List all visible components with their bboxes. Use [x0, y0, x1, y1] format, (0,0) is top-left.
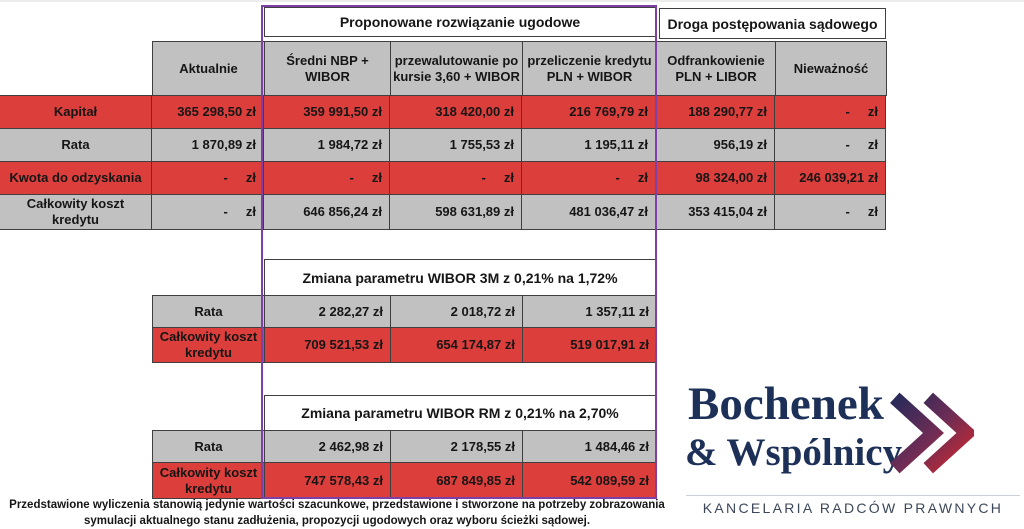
- table-cell: - zł: [775, 195, 886, 230]
- table-cell: 1 484,46 zł: [523, 431, 657, 463]
- table-cell: 709 521,53 zł: [265, 328, 391, 363]
- table-cell: 646 856,24 zł: [264, 195, 390, 230]
- table-cell: - zł: [152, 195, 264, 230]
- table-cell: 98 324,00 zł: [656, 162, 775, 195]
- table-cell: - zł: [152, 162, 264, 195]
- settlement-group-header: Proponowane rozwiązanie ugodowe: [264, 7, 656, 37]
- logo-caption: KANCELARIA RADCÓW PRAWNYCH: [702, 500, 1004, 516]
- table-cell: - zł: [522, 162, 656, 195]
- table-cell: 1 984,72 zł: [264, 129, 390, 162]
- table-cell: - zł: [390, 162, 522, 195]
- row-label: Rata: [153, 296, 265, 328]
- table-cell: - zł: [775, 129, 886, 162]
- column-header: Odfrankowienie PLN + LIBOR: [657, 42, 776, 96]
- row-label: Całkowity koszt kredytu: [0, 195, 152, 230]
- column-header: Nieważność: [776, 42, 887, 96]
- table-cell: - zł: [264, 162, 390, 195]
- table-cell: 318 420,00 zł: [390, 96, 522, 129]
- table-cell: 359 991,50 zł: [264, 96, 390, 129]
- table-cell: 216 769,79 zł: [522, 96, 656, 129]
- row-label: Rata: [153, 431, 265, 463]
- table-cell: 747 578,43 zł: [265, 463, 391, 499]
- court-group-header: Droga postępowania sądowego: [659, 8, 886, 39]
- disclaimer-text: Przedstawione wyliczenia stanowią jedynie wartości szacunkowe, przedstawione i stworzone na potrzeby zobrazowania symulacji aktualnego stanu zadłużenia, propozycji ugodowych oraz wyboru ścieżki sądowej.: [9, 499, 665, 527]
- main-table: [0, 95, 886, 230]
- table-cell: 2 282,27 zł: [265, 296, 391, 328]
- logo-wordmark-line1: Bochenek: [688, 378, 884, 430]
- table-cell: 365 298,50 zł: [152, 96, 264, 129]
- table-cell: 1 870,89 zł: [152, 129, 264, 162]
- table-cell: 246 039,21 zł: [775, 162, 886, 195]
- column-header: przewalutowanie po kursie 3,60 + WIBOR: [391, 42, 523, 96]
- column-header: Aktualnie: [153, 42, 265, 96]
- row-label: Rata: [0, 129, 152, 162]
- table-cell: 2 462,98 zł: [265, 431, 391, 463]
- double-chevron-icon: [886, 384, 974, 482]
- column-header: przeliczenie kredytu PLN + WIBOR: [523, 42, 657, 96]
- row-label: Całkowity koszt kredytu: [153, 328, 265, 363]
- table-cell: 1 195,11 zł: [522, 129, 656, 162]
- table-cell: 188 290,77 zł: [656, 96, 775, 129]
- table-cell: 1 755,53 zł: [390, 129, 522, 162]
- wibor-rm-section-title: Zmiana parametru WIBOR RM z 0,21% na 2,70%: [264, 395, 656, 430]
- column-header: Średni NBP + WIBOR: [265, 42, 391, 96]
- table-cell: 2 018,72 zł: [391, 296, 523, 328]
- row-label: Całkowity koszt kredytu: [153, 463, 265, 499]
- logo-divider: [686, 495, 1020, 496]
- logo-wordmark-line2: & Wspólnicy: [685, 431, 903, 474]
- main-table-header-row: [152, 41, 887, 96]
- table-cell: 687 849,85 zł: [391, 463, 523, 499]
- wibor-3m-table: [152, 295, 657, 363]
- table-cell: 353 415,04 zł: [656, 195, 775, 230]
- row-label: Kapitał: [0, 96, 152, 129]
- table-cell: 598 631,89 zł: [390, 195, 522, 230]
- table-cell: - zł: [775, 96, 886, 129]
- row-label: Kwota do odzyskania: [0, 162, 152, 195]
- wibor-3m-section-title: Zmiana parametru WIBOR 3M z 0,21% na 1,72%: [264, 259, 656, 296]
- table-cell: 1 357,11 zł: [523, 296, 657, 328]
- table-cell: 2 178,55 zł: [391, 431, 523, 463]
- table-cell: 481 036,47 zł: [522, 195, 656, 230]
- table-cell: 519 017,91 zł: [523, 328, 657, 363]
- table-cell: 542 089,59 zł: [523, 463, 657, 499]
- table-cell: 956,19 zł: [656, 129, 775, 162]
- wibor-rm-table: [152, 430, 657, 499]
- table-cell: 654 174,87 zł: [391, 328, 523, 363]
